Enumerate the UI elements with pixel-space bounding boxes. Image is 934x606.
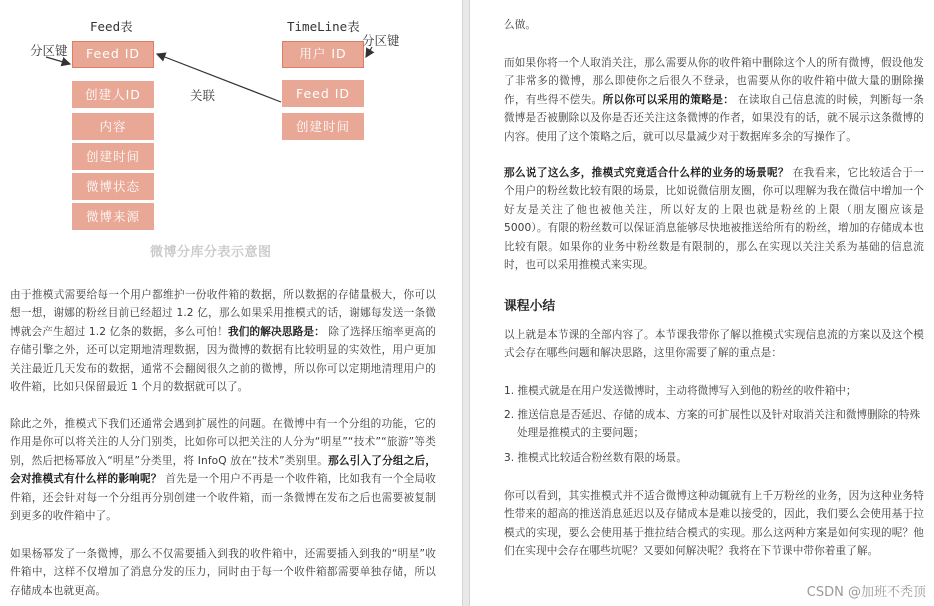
right-paragraph-2: 那么说了这么多，推模式究竟适合什么样的业务的场景呢？ 在我看来，它比较适合于一个用户的粉丝数比较有限的场景，比如说微信朋友圈，你可以理解为我在微信中增加一个好友是关注了他也被他关注，所以好友的上限也就是粉丝的上限（朋友圈应该是 5000）。有限的粉丝数可以保证消息能够尽快地被推送给所有的粉丝，增加的存储成本也比较有限。如果你的业务中粉丝数是有限制的，那么在实现以关注关系为基础的信息流时，也可以采用推模式来实现。	[504, 167, 924, 272]
left-page	[0, 0, 462, 606]
summary-item-2: 2. 推送信息是否延迟、存储的成本、方案的可扩展性以及针对取消关注和微博删除的特殊	[504, 409, 921, 421]
feed-field-creator-id: 创建人ID	[72, 81, 154, 108]
left-paragraph-1: 由于推模式需要给每一个用户都维护一份收件箱的数据，所以数据的存储量极大，你可以想一想，谢娜的粉丝目前已经超过 1.2 亿，那么如果采用推模式的话，谢娜每发送一条微博就会产生超过 1.2 亿条的数据，多么可怕！我们的解决思路是： 除了选择压缩率更高的存储引擎之外，还可以定期地清理数据，因为微博的数据有比较明显的实效性，用户更加关注最近几天发布的数据，通常不会翻阅很久之前的微博，所以你可以定期地清理用户的收件箱，比如只保留最近 1 个月的数据就可以了。	[10, 289, 437, 394]
feed-field-status: 微博状态	[72, 173, 154, 200]
relation-arrow	[157, 54, 281, 102]
right-partition-key-label: 分区键	[362, 33, 400, 48]
right-paragraph-2-bold: 那么说了这么多，推模式究竟适合什么样的业务的场景呢？	[504, 167, 789, 179]
csdn-watermark: CSDN @加班不秃顶	[806, 585, 926, 600]
right-paragraph-0: 么做。	[504, 19, 537, 31]
left-paragraph-2: 除此之外，推模式下我们还通常会遇到扩展性的问题。在微博中有一个分组的功能，它的作用是你可以将关注的人分门别类，比如你可以把关注的人分为“明星”“技术”“旅游”等类别，然后把杨幂放入“明星”分类里，将 InfoQ 放在“技术”类别里。那么引入了分组之后，会对推模式有什么样的影响呢？ 首先是一个用户不再是一个收件箱，比如我有一个全局收件箱，还会针对每一个分组再分别创建一个收件箱，而一条微博在发布之后也需要被复制到更多的收件箱中了。	[10, 418, 437, 523]
feed-field-source: 微博来源	[72, 203, 154, 230]
timeline-table-title: TimeLine表	[287, 19, 360, 34]
page-gutter	[462, 0, 470, 606]
feed-field-feed-id: Feed ID	[72, 41, 154, 68]
right-paragraph-1: 而如果你将一个人取消关注，那么需要从你的收件箱中删除这个人的所有微博，假设他发了非常多的微博，那么即使你之后很久不登录，也需要从你的收件箱中做大量的删除操作，有些得不偿失。所以你可以采用的策略是： 在读取自己信息流的时候，判断每一条微博是否被删除以及你是否还关注这条微博的作者，如果没有的话，就不展示这条微博的内容。使用了这个策略之后，就可以尽量减少对于数据库多余的写操作了。	[504, 57, 924, 143]
right-paragraph-4: 你可以看到，其实推模式并不适合微博这种动辄就有上千万粉丝的业务，因为这种业务特性带来的超高的推送消息延迟以及存储成本是难以接受的，因此，我们要么会使用基于拉模式的实现，要么会使用基于推拉结合模式的实现。那么这两种方案是如何实现的呢？他们在实现中会存在哪些坑呢？又要如何解决呢？我将在下节课中带你着重了解。	[504, 490, 924, 558]
summary-item-2-cont: 处理是推模式的主要问题；	[517, 427, 645, 439]
diagram-caption: 微博分库分表示意图	[150, 245, 272, 260]
feed-field-created-time: 创建时间	[72, 143, 154, 170]
summary-item-3: 3. 推模式比较适合粉丝数有限的场景。	[504, 452, 687, 464]
section-title: 课程小结	[504, 299, 556, 314]
left-paragraph-3: 如果杨幂发了一条微博，那么不仅需要插入到我的收件箱中，还需要插入到我的“明星”收件箱中，这样不仅增加了消息分发的压力，同时由于每一个收件箱都需要单独存储，所以存储成本也就更高。	[10, 548, 436, 597]
right-paragraph-1-bold: 所以你可以采用的策略是：	[602, 93, 735, 106]
timeline-field-user-id: 用户 ID	[282, 41, 364, 68]
feed-table-title: Feed表	[90, 19, 133, 34]
summary-item-1: 1. 推模式就是在用户发送微博时，主动将微博写入到他的粉丝的收件箱中；	[504, 385, 857, 397]
left-partition-arrow	[46, 57, 70, 64]
left-partition-key-label: 分区键	[30, 43, 68, 58]
right-page	[470, 0, 934, 606]
sharding-diagram	[0, 0, 462, 268]
feed-field-content: 内容	[72, 113, 154, 140]
left-paragraph-2-bold: 那么引入了分组之后，会对推模式有什么样的影响呢？	[10, 454, 437, 486]
timeline-field-created-time: 创建时间	[282, 113, 364, 140]
relation-label: 关联	[190, 88, 216, 103]
left-paragraph-1-bold: 我们的解决思路是：	[228, 325, 325, 338]
timeline-field-feed-id: Feed ID	[282, 80, 364, 107]
right-partition-arrow	[366, 47, 372, 57]
right-paragraph-3: 以上就是本节课的全部内容了。本节课我带你了解以推模式实现信息流的方案以及这个模式会存在哪些问题和解决思路，这里你需要了解的重点是：	[504, 329, 924, 360]
diagram-arrows	[0, 0, 462, 268]
